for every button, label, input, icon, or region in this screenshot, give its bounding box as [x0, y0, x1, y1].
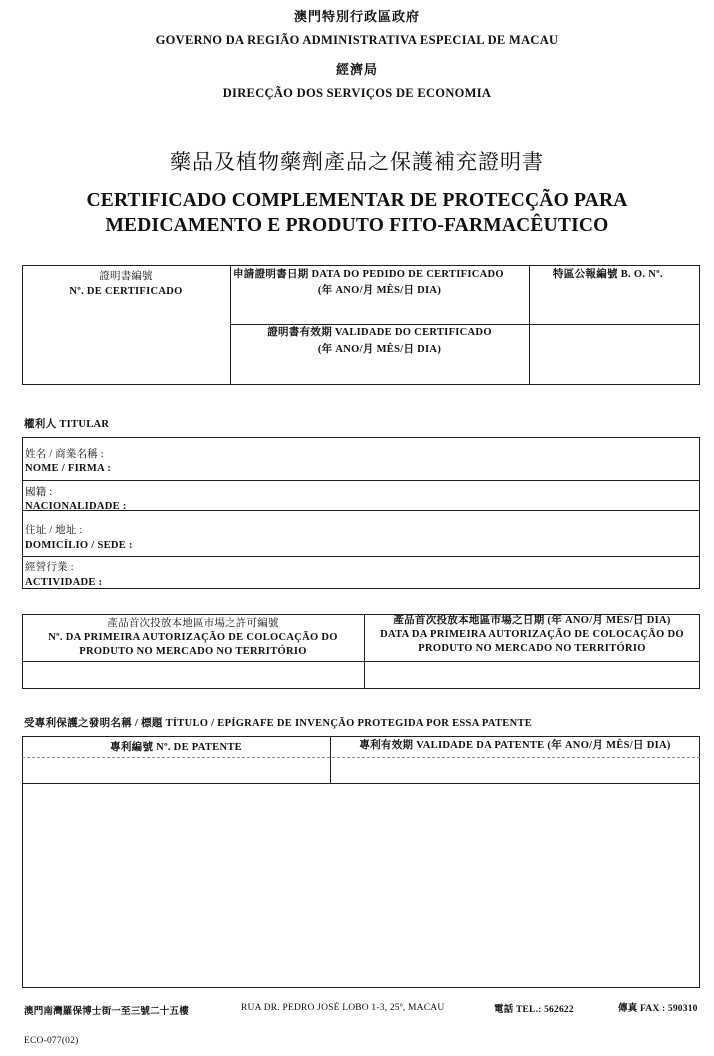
- divider: [230, 324, 700, 325]
- certificate-number-label-pt: Nº. DE CERTIFICADO: [69, 286, 183, 297]
- address-pt: RUA DR. PEDRO JOSÉ LOBO 1-3, 25º, MACAU: [241, 1003, 445, 1013]
- authorization-date-label-pt2: PRODUTO NO MERCADO NO TERRITÓRIO: [418, 643, 646, 654]
- activity-label-pt: ACTIVIDADE :: [25, 577, 103, 588]
- nationality-label-zh: 國籍 :: [25, 487, 53, 498]
- domicile-label-zh: 住址 / 地址 :: [25, 525, 83, 536]
- telephone: 電話 TEL.: 562622: [494, 1005, 574, 1015]
- divider: [529, 265, 530, 385]
- dashed-divider: [22, 757, 700, 758]
- request-date-format: (年 ANO/月 MÊS/日 DIA): [317, 285, 442, 296]
- divider: [22, 783, 700, 784]
- authorization-number-label-pt1: Nº. DA PRIMEIRA AUTORIZAÇÃO DE COLOCAÇÃO DO: [48, 632, 338, 643]
- department-name-zh: 經濟局: [335, 62, 378, 77]
- domicile-label-pt: DOMICÍLIO / SEDE :: [25, 540, 133, 551]
- certificate-number-label-zh: 證明書編號: [99, 271, 153, 282]
- patent-validity-label: 專利有效期 VALIDADE DA PATENTE (年 ANO/月 MÊS/日 DIA): [359, 740, 671, 751]
- activity-label-zh: 經營行業 :: [25, 562, 74, 573]
- divider: [22, 661, 700, 662]
- certificate-validity-label: 證明書有效期 VALIDADE DO CERTIFICADO: [267, 327, 492, 338]
- name-label-zh: 姓名 / 商業名稱 :: [25, 449, 104, 460]
- authorization-number-label-zh: 產品首次投放本地區市場之許可編號: [107, 618, 279, 629]
- titular-heading: 權利人 TITULAR: [24, 419, 110, 430]
- government-name-zh: 澳門特別行政區政府: [293, 9, 420, 24]
- divider: [230, 265, 231, 385]
- certificate-validity-format: (年 ANO/月 MÊS/日 DIA): [317, 344, 442, 355]
- title-pt-line2: MEDICAMENTO E PRODUTO FITO-FARMACÊUTICO: [105, 215, 609, 236]
- title-pt-line1: CERTIFICADO COMPLEMENTAR DE PROTECÇÃO PARA: [86, 190, 628, 211]
- patent-box: [22, 736, 700, 988]
- name-label-pt: NOME / FIRMA :: [25, 463, 112, 474]
- authorization-number-label-pt2: PRODUTO NO MERCADO NO TERRITÓRIO: [79, 646, 307, 657]
- request-date-label: 申請證明書日期 DATA DO PEDIDO DE CERTIFICADO: [233, 269, 504, 280]
- department-name-pt: DIRECÇÃO DOS SERVIÇOS DE ECONOMIA: [222, 86, 492, 100]
- government-name-pt: GOVERNO DA REGIÃO ADMINISTRATIVA ESPECIAL DE MACAU: [155, 33, 559, 47]
- authorization-date-label-pt1: DATA DA PRIMEIRA AUTORIZAÇÃO DE COLOCAÇÃO DO: [380, 629, 684, 640]
- form-code: ECO-077(02): [24, 1036, 79, 1046]
- divider: [22, 556, 700, 557]
- bulletin-number-label: 特區公報編號 B. O. Nº.: [553, 269, 663, 280]
- title-zh: 藥品及植物藥劑產品之保護補充證明書: [170, 150, 544, 174]
- patent-heading: 受專利保護之發明名稱 / 標題 TÍTULO / EPÍGRAFE DE INVENÇÃO PROTEGIDA POR ESSA PATENTE: [24, 718, 533, 729]
- authorization-date-label-zh: 產品首次投放本地區市場之日期 (年 ANO/月 MÊS/日 DIA): [393, 615, 671, 626]
- nationality-label-pt: NACIONALIDADE :: [25, 501, 127, 512]
- patent-number-label: 專利編號 Nº. DE PATENTE: [110, 742, 242, 753]
- fax: 傳真 FAX : 590310: [618, 1004, 698, 1014]
- divider: [22, 480, 700, 481]
- address-zh: 澳門南灣羅保博士街一至三號二十五樓: [24, 1007, 189, 1017]
